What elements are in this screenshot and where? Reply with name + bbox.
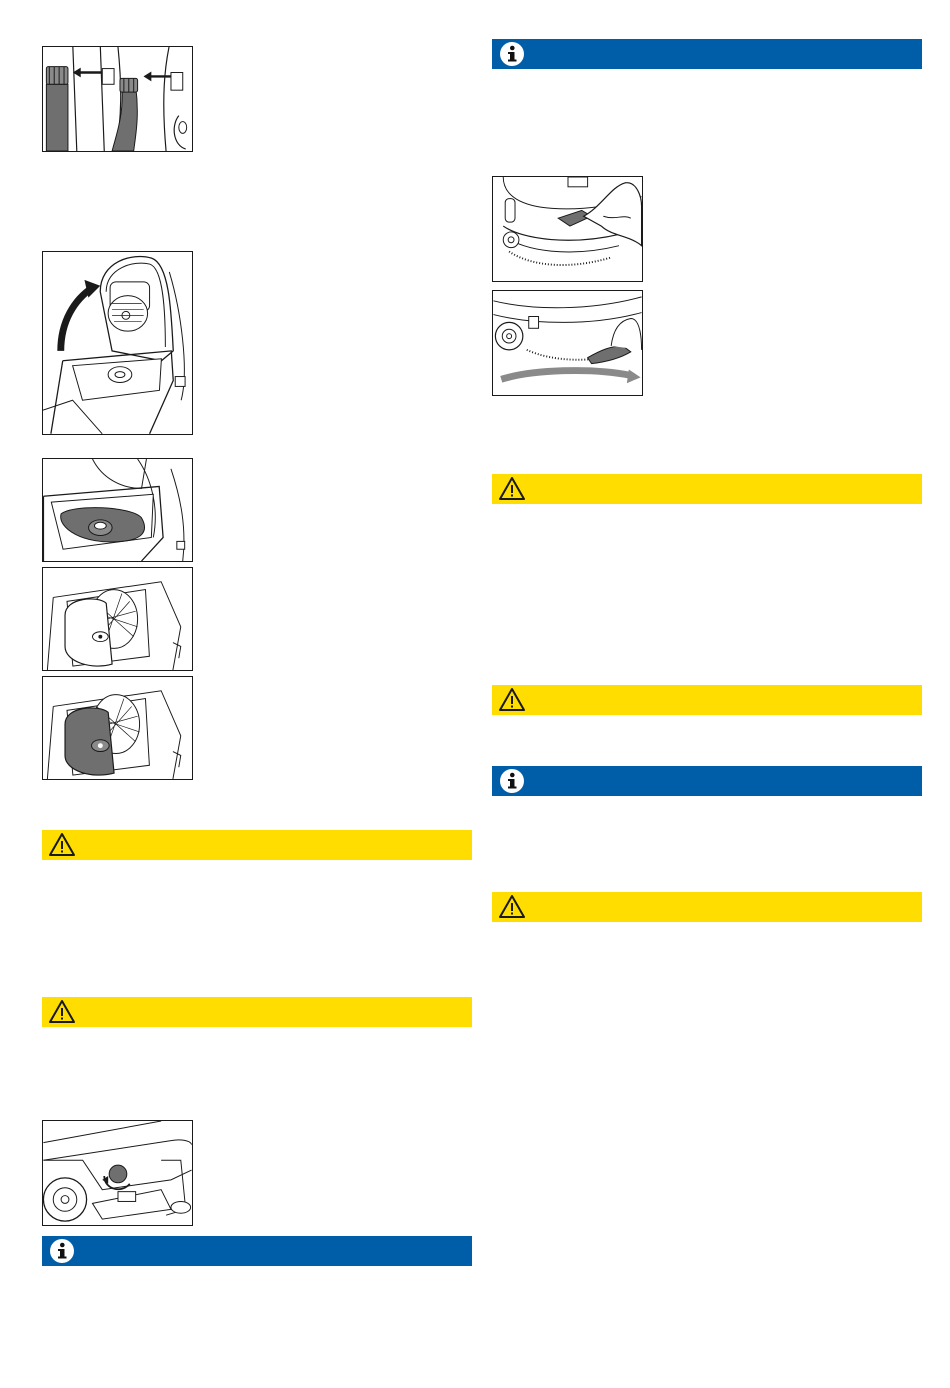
figure-hose-connectors	[42, 46, 193, 152]
filter-cartridge-illustration	[43, 677, 192, 779]
info-notice-bar	[42, 1236, 472, 1266]
warning-triangle-icon	[498, 893, 526, 921]
warning-notice-bar	[492, 474, 922, 504]
warning-triangle-icon	[498, 475, 526, 503]
drain-valve-illustration	[43, 1121, 192, 1225]
figure-filter-cartridge	[42, 676, 193, 780]
warning-triangle-icon	[48, 998, 76, 1026]
figure-filter-cover-open	[42, 251, 193, 435]
info-icon	[498, 40, 526, 68]
figure-drain-valve	[42, 1120, 193, 1226]
brush-release-illustration	[493, 177, 642, 281]
figure-brush-removal	[492, 290, 643, 396]
warning-notice-bar	[492, 892, 922, 922]
info-icon	[48, 1237, 76, 1265]
figure-brush-release	[492, 176, 643, 282]
warning-notice-bar	[42, 997, 472, 1027]
float-chamber-illustration	[43, 459, 192, 561]
figure-filter-housing	[42, 567, 193, 671]
figure-float-chamber	[42, 458, 193, 562]
filter-housing-illustration	[43, 568, 192, 670]
brush-removal-illustration	[493, 291, 642, 395]
hose-connectors-illustration	[43, 47, 192, 151]
warning-triangle-icon	[48, 831, 76, 859]
warning-notice-bar	[42, 830, 472, 860]
warning-triangle-icon	[498, 686, 526, 714]
info-notice-bar	[492, 39, 922, 69]
warning-notice-bar	[492, 685, 922, 715]
filter-cover-open-illustration	[43, 252, 192, 434]
info-notice-bar	[492, 766, 922, 796]
info-icon	[498, 767, 526, 795]
